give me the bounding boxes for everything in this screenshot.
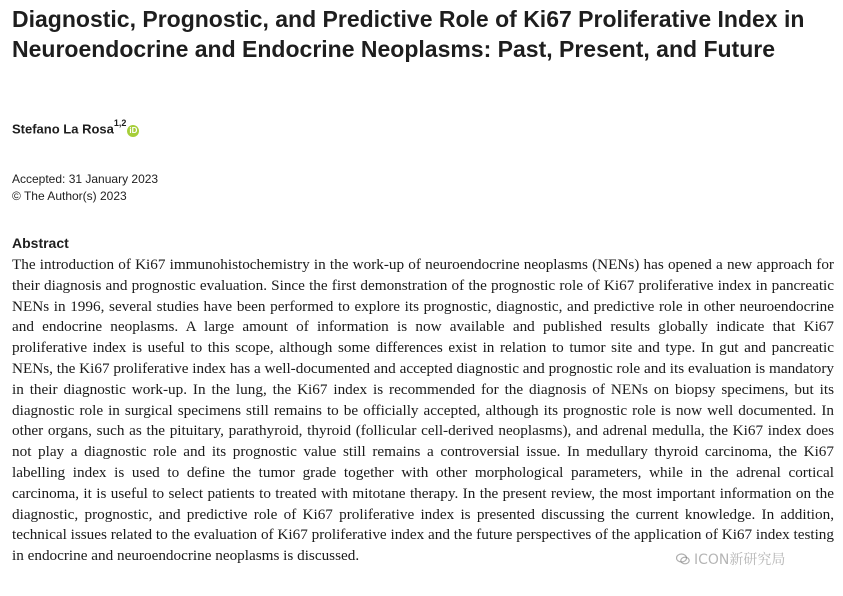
affiliation-marks: 1,2 (113, 118, 127, 128)
paper-title: Diagnostic, Prognostic, and Predictive Role of Ki67 Proliferative Index in Neuroendocrine and Endocrine Neoplasms: Past, Present, and Future (12, 6, 805, 62)
watermark-text: ICON新研究局 (694, 552, 786, 568)
accepted-date: Accepted: 31 January 2023 (12, 172, 159, 186)
abstract-text: The introduction of Ki67 immunohistochemistry in the work-up of neuroendocrine neoplasms (NENs) has opened a new approach for their diagnosis and prognostic evaluation. Since the first demonstration of the prognostic role of Ki67 proliferative index in pancreatic NENs in 1996, several studies have been performed to explore its prognostic, diagnostic, and predictive role in other neuroendocrine and endocrine neoplasms. A large amount of information is now available and published results globally indicate that Ki67 proliferative index is useful to this scope, although some differences exist in relation to tumor site and type. In gut and pancreatic NENs, the Ki67 proliferative index has a well-documented and accepted diagnostic and prognostic role and its evaluation is mandatory in their diagnostic work-up. In the lung, the Ki67 index is recommended for the diagnosis of NENs on biopsy specimens, but its diagnostic role in surgical specimens still remains to be officially accepted, although its prognostic role is now well documented. In other organs, such as the pituitary, parathyroid, thyroid (follicular cell-derived neoplasms), and adrenal medulla, the Ki67 index does not play a diagnostic role and its prognostic value still remains a controversial issue. In medullary thyroid carcinoma, the Ki67 labelling index is used to define the tumor grade together with other morphological parameters, while in the adrenal cortical carcinoma, it is useful to select patients to treated with mitotane therapy. In the present review, the most important information on the diagnostic, prognostic, and predictive role of Ki67 proliferative index is presented discussing the current knowledge. In addition, technical issues related to the evaluation of Ki67 proliferative index and the future perspectives of the application of Ki67 index testing in endocrine and neuroendocrine neoplasms is discussed. (12, 256, 834, 565)
author-name: Stefano La Rosa (12, 121, 114, 137)
orcid-icon[interactable]: iD (129, 126, 138, 136)
publication-meta (12, 171, 158, 205)
author-line (12, 120, 139, 137)
abstract-heading: Abstract (12, 235, 69, 251)
copyright-notice: © The Author(s) 2023 (12, 189, 127, 203)
